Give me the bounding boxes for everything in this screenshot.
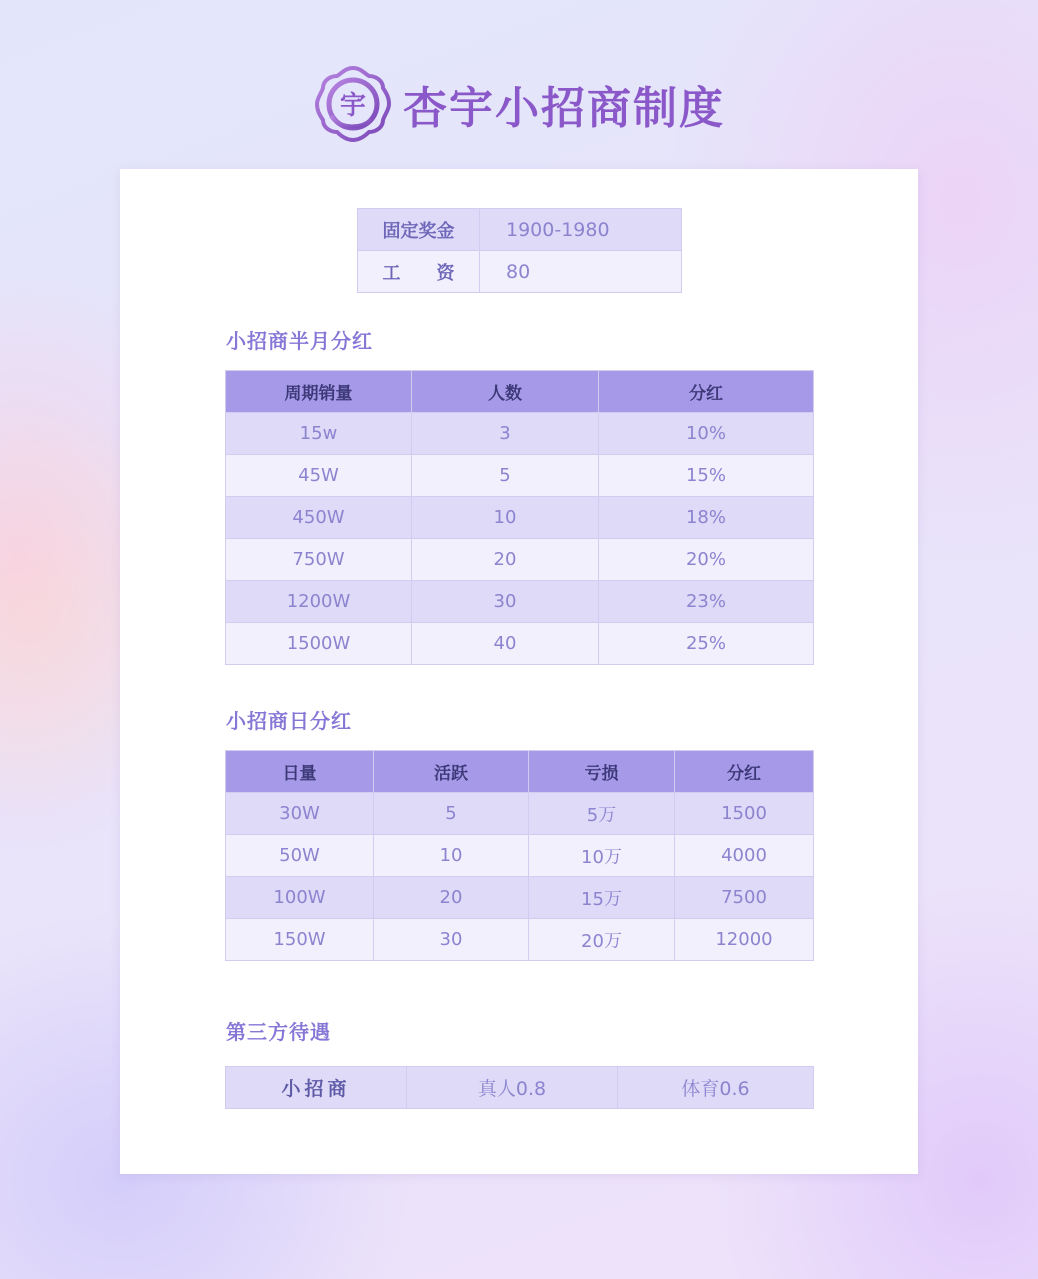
column-header: 周期销量: [226, 371, 412, 413]
table-cell: 1500W: [226, 623, 412, 665]
third-party-cell: 真人0.8: [407, 1067, 618, 1109]
table-row: [226, 413, 814, 455]
table-cell: 25%: [599, 623, 814, 665]
lotus-seal-icon: [313, 64, 393, 144]
table-cell: 20: [374, 877, 529, 919]
table-row: [226, 877, 814, 919]
table-cell: 10: [412, 497, 599, 539]
column-header: 分红: [675, 751, 814, 793]
table-cell: 10万: [529, 835, 675, 877]
table-cell: 20%: [599, 539, 814, 581]
table-cell: 20: [412, 539, 599, 581]
table-row: [226, 919, 814, 961]
table-cell: 1500: [675, 793, 814, 835]
table-cell: 100W: [226, 877, 374, 919]
fixed-row: [358, 251, 682, 293]
table-row: [226, 623, 814, 665]
fixed-value: 80: [480, 251, 682, 293]
table-cell: 5: [412, 455, 599, 497]
table-cell: 15w: [226, 413, 412, 455]
table-cell: 10%: [599, 413, 814, 455]
table-cell: 12000: [675, 919, 814, 961]
page-header: [0, 58, 1038, 150]
table-cell: 23%: [599, 581, 814, 623]
table-row: [226, 497, 814, 539]
table-cell: 20万: [529, 919, 675, 961]
column-header: 分红: [599, 371, 814, 413]
fixed-value: 1900-1980: [480, 209, 682, 251]
logo-char: 宇: [339, 91, 367, 121]
third-party-table: [225, 1066, 814, 1109]
half-month-title: 小招商半月分红: [226, 329, 373, 353]
third-party-label: 小招商: [226, 1067, 407, 1109]
table-cell: 18%: [599, 497, 814, 539]
table-cell: 10: [374, 835, 529, 877]
column-header: 人数: [412, 371, 599, 413]
table-cell: 150W: [226, 919, 374, 961]
page-title: 杏宇小招商制度: [403, 83, 725, 134]
table-cell: 450W: [226, 497, 412, 539]
fixed-pay-table: [357, 208, 682, 293]
fixed-label: 工 资: [358, 251, 480, 293]
table-cell: 4000: [675, 835, 814, 877]
table-row: [226, 455, 814, 497]
table-cell: 45W: [226, 455, 412, 497]
half-month-table: [225, 370, 814, 665]
daily-title: 小招商日分红: [226, 709, 352, 733]
third-party-title: 第三方待遇: [226, 1020, 331, 1044]
table-row: [226, 793, 814, 835]
table-cell: 15%: [599, 455, 814, 497]
table-cell: 30W: [226, 793, 374, 835]
table-row: [226, 539, 814, 581]
column-header: 亏损: [529, 751, 675, 793]
third-party-cell: 体育0.6: [618, 1067, 814, 1109]
column-header: 活跃: [374, 751, 529, 793]
table-cell: 5: [374, 793, 529, 835]
table-cell: 15万: [529, 877, 675, 919]
table-cell: 30: [412, 581, 599, 623]
table-cell: 50W: [226, 835, 374, 877]
table-cell: 750W: [226, 539, 412, 581]
fixed-label: 固定奖金: [358, 209, 480, 251]
content-card: [120, 169, 918, 1174]
daily-table: [225, 750, 814, 961]
third-party-row: [226, 1067, 814, 1109]
table-cell: 30: [374, 919, 529, 961]
table-cell: 3: [412, 413, 599, 455]
table-cell: 7500: [675, 877, 814, 919]
table-cell: 40: [412, 623, 599, 665]
table-row: [226, 835, 814, 877]
fixed-row: [358, 209, 682, 251]
table-cell: 1200W: [226, 581, 412, 623]
column-header: 日量: [226, 751, 374, 793]
table-cell: 5万: [529, 793, 675, 835]
table-row: [226, 581, 814, 623]
